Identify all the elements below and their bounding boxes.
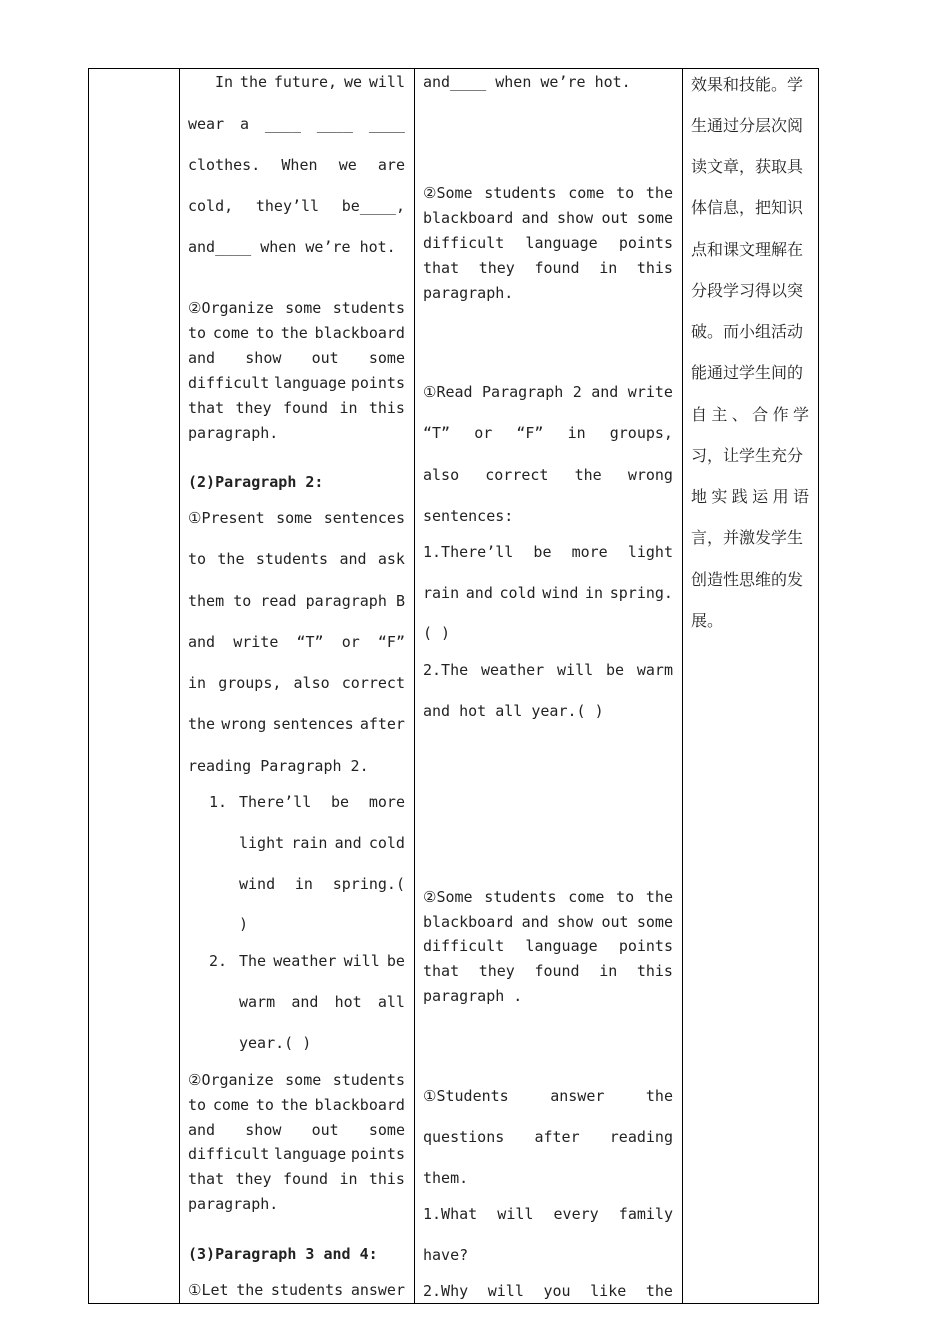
text-line: [423, 1205, 673, 1223]
word: answer: [350, 1281, 405, 1299]
word: 2.The: [423, 661, 469, 679]
word: are: [377, 156, 405, 174]
text-line: [239, 875, 405, 893]
word: to: [233, 592, 252, 610]
word: and: [591, 383, 619, 401]
word: difficult: [188, 374, 270, 392]
text-line: [423, 259, 673, 277]
word: rain: [423, 584, 460, 602]
word: and: [521, 209, 549, 227]
word: students: [332, 299, 405, 317]
word: the: [645, 888, 673, 906]
word: some: [276, 509, 313, 527]
word: out: [311, 349, 339, 367]
section-heading-paragraph-2: (2)Paragraph 2:: [188, 473, 324, 491]
word: the: [217, 550, 245, 568]
word: that: [188, 399, 225, 417]
word: we: [343, 73, 363, 91]
word: rain: [291, 834, 328, 852]
text-line: [188, 715, 405, 733]
word: to: [188, 550, 207, 568]
column-divider-1: [179, 68, 180, 1304]
word: questions: [423, 1128, 505, 1146]
word: 作: [772, 405, 789, 424]
word: The: [239, 952, 267, 970]
word: 语: [792, 487, 809, 506]
word: a: [239, 115, 250, 133]
word: points: [350, 1145, 405, 1163]
word: weather: [273, 952, 337, 970]
word: groups,: [218, 674, 282, 692]
column-divider-3: [682, 68, 683, 1304]
word: ____: [264, 115, 301, 133]
text-line: paragraph.: [188, 424, 279, 442]
text-line: [188, 1071, 405, 1089]
word: points: [618, 937, 673, 955]
word: that: [423, 962, 460, 980]
word: this: [368, 1170, 405, 1188]
word: this: [368, 399, 405, 417]
word: be: [331, 793, 350, 811]
word: come: [568, 888, 605, 906]
text-line: 生通过分层次阅: [691, 116, 804, 135]
word: cold,: [188, 197, 234, 215]
text-line: 体信息，把知识: [691, 198, 804, 217]
word: read: [260, 592, 297, 610]
word: the: [188, 715, 216, 733]
word: some: [636, 913, 673, 931]
word: students: [255, 550, 329, 568]
word: the: [280, 1096, 308, 1114]
word: Paragraph: [482, 383, 564, 401]
word: language: [273, 1145, 347, 1163]
word: to: [188, 324, 207, 342]
word: will: [497, 1205, 534, 1223]
word: will: [368, 73, 405, 91]
word: come: [568, 184, 605, 202]
word: future,: [273, 73, 338, 91]
word: 学: [792, 405, 809, 424]
word: and: [291, 993, 319, 1011]
text-line: [188, 550, 405, 568]
word: them: [188, 592, 225, 610]
text-line: paragraph.: [188, 1195, 279, 1213]
table-left-border: [88, 68, 89, 1304]
word: will: [343, 952, 380, 970]
text-line: [423, 937, 673, 955]
text-line: reading Paragraph 2.: [188, 757, 369, 775]
word: reading: [609, 1128, 673, 1146]
word: 实: [711, 487, 728, 506]
word: points: [618, 234, 673, 252]
text-line: [423, 424, 673, 442]
word: hot: [334, 993, 362, 1011]
word: out: [311, 1121, 339, 1139]
word: ____: [368, 115, 405, 133]
word: in: [339, 399, 358, 417]
word: found: [282, 1170, 329, 1188]
word: come: [212, 1096, 250, 1114]
word: all: [377, 993, 405, 1011]
text-line: 点和课文理解在: [691, 240, 804, 259]
word: they: [235, 399, 272, 417]
text-line: [215, 73, 405, 91]
word: ②Some: [423, 184, 473, 202]
word: students: [270, 1281, 344, 1299]
text-line: 效果和技能。学: [691, 75, 804, 94]
word: or: [474, 424, 493, 442]
word: they: [478, 962, 515, 980]
word: 1.There’ll: [423, 543, 514, 561]
column-divider-2: [414, 68, 415, 1304]
word: light: [239, 834, 285, 852]
word: in: [294, 875, 313, 893]
text-line: 破。而小组活动: [691, 322, 804, 341]
word: 主: [711, 405, 728, 424]
text-line: [188, 399, 405, 417]
text-line: sentences:: [423, 507, 514, 525]
word: the: [280, 324, 308, 342]
word: they’ll: [255, 197, 320, 215]
word: correct: [341, 674, 405, 692]
word: B: [395, 592, 405, 610]
word: paragraph: [305, 592, 387, 610]
text-line: have?: [423, 1246, 469, 1264]
word: in: [339, 1170, 358, 1188]
text-line: 能通过学生间的: [691, 363, 804, 382]
word: light: [627, 543, 673, 561]
word: found: [534, 259, 580, 277]
text-line: [188, 509, 405, 527]
word: language: [525, 234, 598, 252]
word: and: [521, 913, 549, 931]
word: 自: [691, 405, 708, 424]
word: “T”: [296, 633, 324, 651]
word: some: [368, 349, 405, 367]
text-line: [239, 793, 405, 811]
text-line: [423, 888, 673, 906]
list-number: 2.: [209, 952, 228, 970]
word: show: [245, 1121, 282, 1139]
word: will: [557, 661, 594, 679]
word: some: [636, 209, 673, 227]
text-line: 创造性思维的发: [691, 570, 804, 589]
word: some: [285, 1071, 322, 1089]
word: wind: [542, 584, 579, 602]
word: and: [339, 550, 367, 568]
word: blackboard: [314, 324, 405, 342]
word: There’ll: [239, 793, 312, 811]
text-line: ( ): [423, 624, 451, 642]
word: and: [334, 834, 362, 852]
text-line: [188, 592, 405, 610]
word: be____,: [341, 197, 405, 215]
word: warm: [239, 993, 276, 1011]
text-line: [423, 209, 673, 227]
word: and: [188, 349, 216, 367]
text-line: [423, 543, 673, 561]
text-line: [423, 234, 673, 252]
text-line: [423, 1128, 673, 1146]
word: you: [543, 1282, 571, 1300]
word: be: [533, 543, 552, 561]
word: to: [616, 184, 635, 202]
word: in: [599, 962, 618, 980]
table-bottom-border: [88, 1303, 819, 1304]
text-line: [188, 324, 405, 342]
word: difficult: [188, 1145, 270, 1163]
word: family: [618, 1205, 673, 1223]
word: this: [636, 962, 673, 980]
word: 用: [772, 487, 789, 506]
word: the: [236, 1281, 264, 1299]
word: students: [484, 184, 557, 202]
word: after: [534, 1128, 580, 1146]
word: show: [245, 349, 282, 367]
text-line: 展。: [691, 611, 724, 630]
word: in: [599, 259, 618, 277]
word: 2.Why: [423, 1282, 469, 1300]
word: ask: [377, 550, 405, 568]
word: “F”: [516, 424, 544, 442]
word: cold: [368, 834, 405, 852]
text-line: [423, 584, 673, 602]
word: that: [188, 1170, 225, 1188]
text-line: [188, 115, 405, 133]
text-line: [423, 962, 673, 980]
word: they: [235, 1170, 272, 1188]
word: ②Organize: [188, 1071, 274, 1089]
word: ②Some: [423, 888, 473, 906]
text-line: [188, 349, 405, 367]
word: blackboard: [423, 913, 514, 931]
word: wrong: [627, 466, 673, 484]
word: language: [273, 374, 347, 392]
text-line: and____ when we’re hot.: [423, 73, 631, 91]
word: found: [534, 962, 580, 980]
word: 、: [731, 405, 748, 424]
word: wear: [188, 115, 225, 133]
word: language: [525, 937, 598, 955]
word: ①Read: [423, 383, 473, 401]
word: ①Present: [188, 509, 265, 527]
text-line: ): [239, 915, 249, 933]
word: the: [645, 1087, 673, 1105]
text-line: [423, 383, 673, 401]
word: ①Let: [188, 1281, 229, 1299]
text-line: [423, 661, 673, 679]
word: 践: [731, 487, 748, 506]
word: ____: [316, 115, 353, 133]
word: out: [601, 209, 629, 227]
word: In: [215, 73, 234, 91]
word: wrong: [221, 715, 267, 733]
word: groups,: [609, 424, 673, 442]
text-line: 言，并激发学生: [691, 528, 804, 547]
word: and: [188, 1121, 216, 1139]
word: correct: [485, 466, 549, 484]
word: ①Students: [423, 1087, 509, 1105]
word: the: [239, 73, 268, 91]
text-line: 习，让学生充分: [691, 446, 804, 465]
text-line: [423, 466, 673, 484]
word: found: [282, 399, 329, 417]
word: When: [281, 156, 318, 174]
list-number: 1.: [209, 793, 228, 811]
word: will: [487, 1282, 524, 1300]
word: that: [423, 259, 460, 277]
word: spring.(: [332, 875, 405, 893]
word: spring.: [609, 584, 673, 602]
word: like: [590, 1282, 627, 1300]
word: or: [341, 633, 360, 651]
word: the: [645, 184, 673, 202]
table-right-border: [818, 68, 819, 1304]
word: students: [484, 888, 557, 906]
word: wind: [239, 875, 276, 893]
word: answer: [550, 1087, 605, 1105]
word: out: [601, 913, 629, 931]
text-line: [239, 834, 405, 852]
text-line: [188, 197, 405, 215]
word: be: [386, 952, 405, 970]
word: “F”: [377, 633, 405, 651]
word: write: [627, 383, 673, 401]
text-line: [188, 1121, 405, 1139]
text-line: 读文章，获取具: [691, 157, 804, 176]
text-line: [188, 156, 405, 174]
word: 2: [572, 383, 582, 401]
table-top-border: [88, 68, 819, 69]
word: 运: [752, 487, 769, 506]
word: they: [478, 259, 515, 277]
word: the: [574, 466, 602, 484]
word: the: [645, 1282, 673, 1300]
word: ②Organize: [188, 299, 274, 317]
word: also: [423, 466, 460, 484]
word: in: [188, 674, 207, 692]
text-line: year.( ): [239, 1034, 312, 1052]
word: difficult: [423, 234, 505, 252]
text-line: them.: [423, 1169, 469, 1187]
word: sentences: [323, 509, 405, 527]
text-line: and hot all year.( ): [423, 702, 604, 720]
word: to: [255, 1096, 274, 1114]
word: every: [553, 1205, 599, 1223]
word: sentences: [272, 715, 354, 733]
text-line: [423, 184, 673, 202]
text-line: [188, 674, 405, 692]
section-heading-paragraph-3-4: (3)Paragraph 3 and 4:: [188, 1245, 378, 1263]
text-line: [188, 374, 405, 392]
word: also: [293, 674, 330, 692]
word: this: [636, 259, 673, 277]
text-line: 分段学习得以突: [691, 281, 804, 300]
text-line: [188, 1281, 405, 1299]
text-line: [188, 633, 405, 651]
word: some: [368, 1121, 405, 1139]
text-line: [188, 1170, 405, 1188]
text-line: [188, 299, 405, 317]
word: show: [557, 209, 594, 227]
word: difficult: [423, 937, 505, 955]
word: students: [332, 1071, 405, 1089]
word: write: [233, 633, 279, 651]
word: and: [465, 584, 493, 602]
text-line: [423, 913, 673, 931]
text-line: [691, 402, 809, 425]
word: we: [338, 156, 357, 174]
text-line: [423, 1282, 673, 1300]
word: warm: [636, 661, 673, 679]
word: in: [567, 424, 586, 442]
word: after: [359, 715, 405, 733]
text-line: [188, 1145, 405, 1163]
text-line: [239, 993, 405, 1011]
word: 地: [691, 487, 708, 506]
word: blackboard: [314, 1096, 405, 1114]
text-line: paragraph .: [423, 987, 523, 1005]
word: 1.What: [423, 1205, 478, 1223]
text-line: [691, 484, 809, 507]
word: to: [255, 324, 274, 342]
word: some: [285, 299, 322, 317]
word: clothes.: [188, 156, 261, 174]
word: points: [350, 374, 405, 392]
text-line: paragraph.: [423, 284, 514, 302]
word: cold: [499, 584, 536, 602]
word: 合: [752, 405, 769, 424]
word: more: [368, 793, 405, 811]
word: weather: [480, 661, 545, 679]
word: to: [616, 888, 635, 906]
text-line: [423, 1087, 673, 1105]
word: blackboard: [423, 209, 514, 227]
word: come: [212, 324, 250, 342]
text-line: [239, 952, 405, 970]
word: show: [557, 913, 594, 931]
word: “T”: [423, 424, 451, 442]
word: be: [605, 661, 625, 679]
text-line: [188, 1096, 405, 1114]
word: more: [571, 543, 608, 561]
word: in: [585, 584, 604, 602]
word: and: [188, 633, 216, 651]
word: to: [188, 1096, 207, 1114]
text-line: and____ when we’re hot.: [188, 238, 396, 256]
